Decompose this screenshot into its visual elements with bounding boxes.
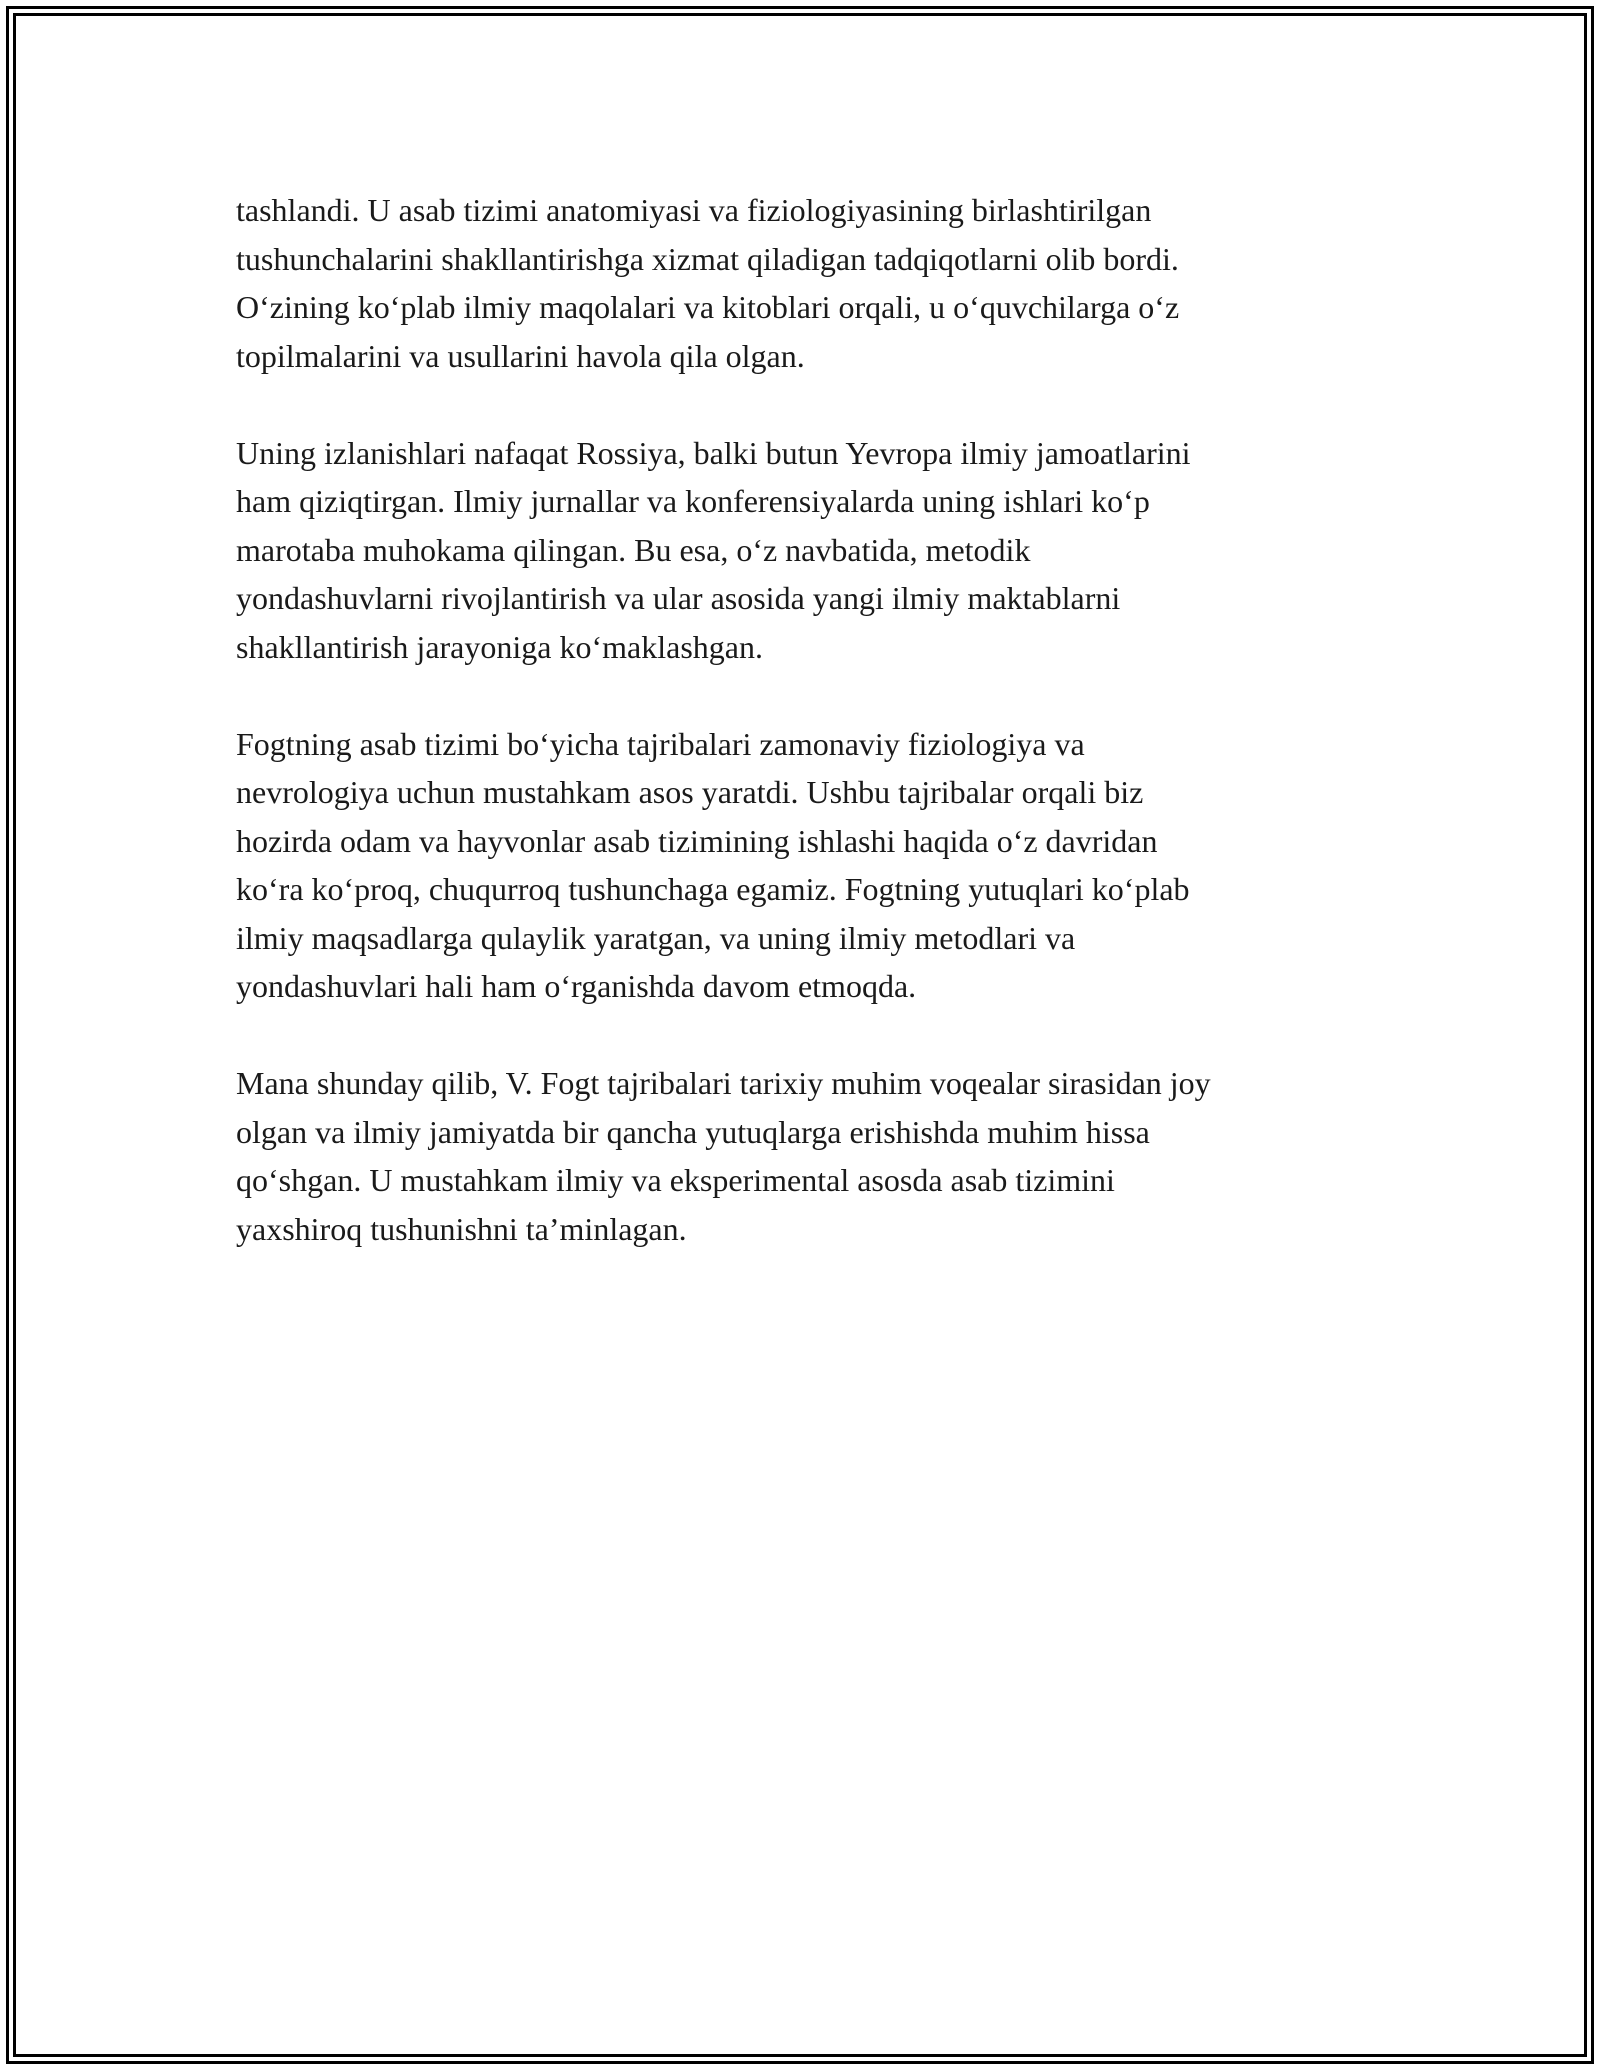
paragraph-3: Fogtning asab tizimi bo‘yicha tajribalari zamonaviy fiziologiya va nevrologiya uchun mustahkam asos yaratdi. Ushbu tajribalar orqali biz hozirda odam va hayvonlar asab tizimining ishlashi haqida o‘z davridan ko‘ra ko‘proq, chuqurroq tushunchaga egamiz. Fogtning yutuqlari ko‘plab ilmiy maqsadlarga qulaylik yaratgan, va uning ilmiy metodlari va yondashuvlari hali ham o‘rganishda davom etmoqda.	[236, 725, 1190, 1004]
paragraph-1: tashlandi. U asab tizimi anatomiyasi va fiziologiyasining birlashtirilgan tushunchalarini shakllantirishga xizmat qiladigan tadqiqotlarni olib bordi. O‘zining ko‘plab ilmiy maqolalari va kitoblari orqali, u o‘quvchilarga o‘z topilmalarini va usullarini havola qila olgan.	[236, 192, 1180, 374]
paragraph-4: Mana shunday qilib, V. Fogt tajribalari tarixiy muhim voqealar sirasidan joy olgan va ilmiy jamiyatda bir qancha yutuqlarga erishishda muhim hissa qo‘shgan. U mustahkam ilmiy va eksperimental asosda asab tizimini yaxshiroq tushunishni ta’minlagan.	[236, 1065, 1211, 1247]
paragraph-2: Uning izlanishlari nafaqat Rossiya, balki butun Yevropa ilmiy jamoatlarini ham qiziqtirgan. Ilmiy jurnallar va konferensiyalarda uning ishlari ko‘p marotaba muhokama qilingan. Bu esa, o‘z navbatida, metodik yondashuvlarni rivojlantirish va ular asosida yangi ilmiy maktablarni shakllantirish jarayoniga ko‘maklashgan.	[236, 434, 1191, 665]
page-content	[236, 186, 1371, 1302]
